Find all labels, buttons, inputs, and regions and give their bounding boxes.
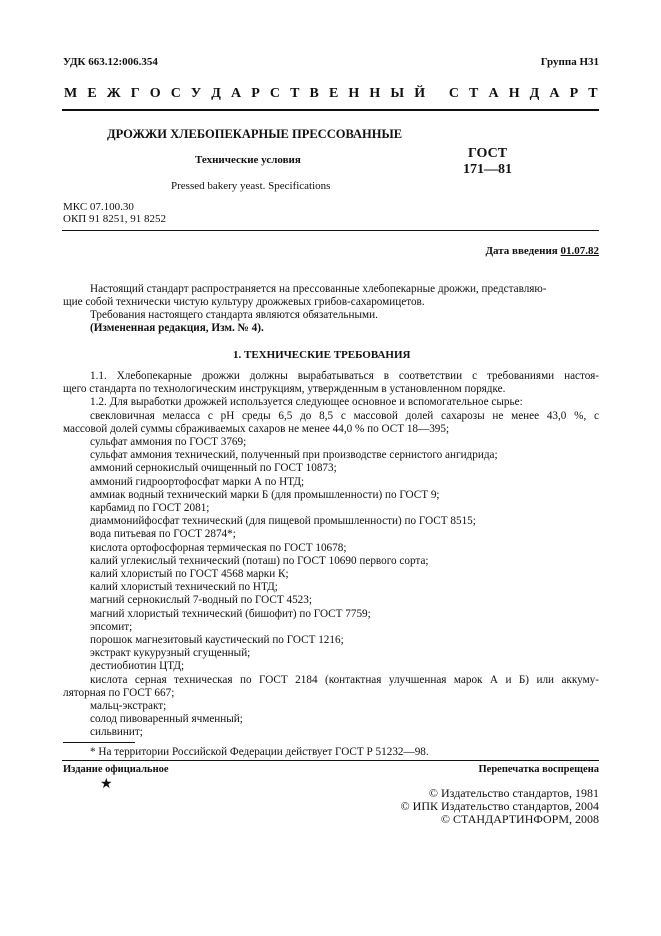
preamble-obligatory: Требования настоящего стандарта являются обязательными. [90, 309, 378, 321]
banner-letter: Г [130, 86, 140, 101]
copyright-line: © СТАНДАРТИНФОРМ, 2008 [440, 812, 599, 826]
preamble-line-2: щие собой технически чистую культуру дрожжевых грибов-сахаромицетов. [63, 296, 425, 308]
official-edition: Издание официальное [63, 764, 169, 775]
section-line: сульфат аммония технический, полученный при производстве сернистого ангидрида; [90, 449, 498, 462]
introduction-date [485, 245, 599, 257]
section-heading: 1. ТЕХНИЧЕСКИЕ ТРЕБОВАНИЯ [233, 349, 411, 361]
section-line: дестиобиотин ЦТД; [90, 660, 185, 673]
section-line: карбамид по ГОСТ 2081; [90, 502, 210, 514]
group-code: Группа Н31 [540, 56, 599, 68]
section-line: экстракт кукурузный сгущенный; [90, 647, 251, 660]
banner-letter: Р [569, 86, 579, 101]
header-rule [62, 109, 599, 111]
banner-letter: Н [348, 86, 360, 101]
banner-letter: С [269, 86, 281, 101]
banner-letter: С [170, 86, 181, 101]
section-line: 1.1. Хлебопекарные дрожжи должны вырабатываться в соответствии с требованиями настоя- [90, 370, 599, 382]
banner-letter: У [190, 86, 202, 101]
banner-letter: Н [369, 86, 381, 101]
section-line: порошок магнезитовый каустический по ГОСТ 1216; [90, 634, 344, 646]
banner-letter: Е [328, 86, 339, 101]
okp-code: ОКП 91 8251, 91 8252 [63, 213, 166, 225]
section-line: калий хлористый технический по НТД; [90, 581, 278, 594]
banner-letter: Т [469, 86, 479, 101]
banner-letter: Й [414, 86, 426, 101]
preamble-line-1: Настоящий стандарт распространяется на прессованные хлебопекарные дрожжи, представляю- [90, 283, 547, 295]
copyright-block [401, 787, 599, 826]
section-line: кислота серная техническая по ГОСТ 2184 (контактная улучшенная марок А и Б) или аккуму- [90, 673, 599, 686]
standard-banner [64, 86, 598, 102]
introduction-date-label: Дата введения [485, 245, 558, 257]
banner-letter: С [448, 86, 459, 101]
banner-letter: Н [508, 86, 520, 101]
banner-letter: А [549, 86, 560, 101]
introduction-date-value: 01.07.82 [560, 245, 599, 257]
banner-letter: А [231, 86, 242, 101]
section-line: вода питьевая по ГОСТ 2874*; [90, 528, 236, 541]
section-line: свекловичная меласса с pH среды 6,5 до 8,5 с массовой долей сахарозы не менее 43,0 %, с [90, 409, 599, 422]
section-line: 1.2. Для выработки дрожжей используется следующее основное и вспомогательное сырье: [90, 396, 523, 409]
banner-letter: В [309, 86, 319, 101]
copyright-line: © ИПК Издательство стандартов, 2004 [400, 799, 599, 813]
footer-rule [62, 760, 599, 761]
section-line: магний хлористый технический (бишофит) по ГОСТ 7759; [90, 607, 371, 620]
banner-letter: О [149, 86, 161, 101]
section-line: ляторная по ГОСТ 667; [63, 686, 175, 699]
preamble-amendment: (Измененная редакция, Изм. № 4). [90, 322, 264, 334]
star-icon: ★ [100, 777, 113, 792]
footnote: * На территории Российской Федерации действует ГОСТ Р 51232—98. [90, 746, 429, 758]
banner-letter: Т [588, 86, 598, 101]
banner-letter: А [488, 86, 499, 101]
banner-letter: Д [529, 86, 540, 101]
gost-label: ГОСТ [468, 146, 508, 161]
mks-code: МКС 07.100.30 [63, 201, 134, 213]
section-line: кислота ортофосфорная термическая по ГОСТ 10678; [90, 541, 347, 554]
section-line: массовой долей суммы сбраживаемых сахаров не менее 44,0 % по ОСТ 18—395; [63, 422, 450, 435]
document-subtitle: Технические условия [195, 154, 301, 166]
banner-letter: Ж [106, 86, 121, 101]
section-line: калий хлористый по ГОСТ 4568 марки К; [90, 568, 289, 580]
section-line: сильвинит; [90, 726, 143, 739]
banner-letter: Ы [390, 86, 405, 101]
section-line: аммиак водный технический марки Б (для промышленности) по ГОСТ 9; [90, 488, 440, 501]
section-line: магний сернокислый 7-водный по ГОСТ 4523; [90, 594, 312, 607]
footnote-rule [63, 742, 135, 743]
section-line: мальц-экстракт; [90, 700, 167, 712]
section-line: солод пивоваренный ячменный; [90, 713, 243, 726]
banner-letter: Р [251, 86, 260, 101]
udc-code: УДК 663.12:006.354 [63, 56, 158, 68]
banner-letter: Т [290, 86, 300, 101]
section-line: сульфат аммония по ГОСТ 3769; [90, 436, 247, 448]
english-title: Pressed bakery yeast. Specifications [171, 180, 331, 192]
banner-gap [435, 86, 439, 102]
copyright-line: © Издательство стандартов, 1981 [428, 786, 599, 800]
section-line: аммоний гидроортофосфат марки А по НТД; [90, 475, 305, 488]
reprint-prohibited: Перепечатка воспрещена [478, 764, 599, 775]
document-title: ДРОЖЖИ ХЛЕБОПЕКАРНЫЕ ПРЕССОВАННЫЕ [107, 127, 403, 141]
title-rule [62, 230, 599, 231]
banner-letter: М [64, 86, 78, 101]
banner-letter: Е [87, 86, 97, 101]
section-line: диаммонийфосфат технический (для пищевой промышленности) по ГОСТ 8515; [90, 515, 476, 528]
section-line: эпсомит; [90, 620, 133, 633]
section-line: щего стандарта по технологическим инструкциям, утвержденным в установленном порядке. [63, 383, 506, 396]
section-line: калий углекислый технический (поташ) по ГОСТ 10690 первого сорта; [90, 554, 429, 567]
banner-letter: Д [211, 86, 221, 101]
gost-number: 171—81 [463, 162, 512, 177]
section-line: аммоний сернокислый очищенный по ГОСТ 10873; [90, 462, 337, 475]
